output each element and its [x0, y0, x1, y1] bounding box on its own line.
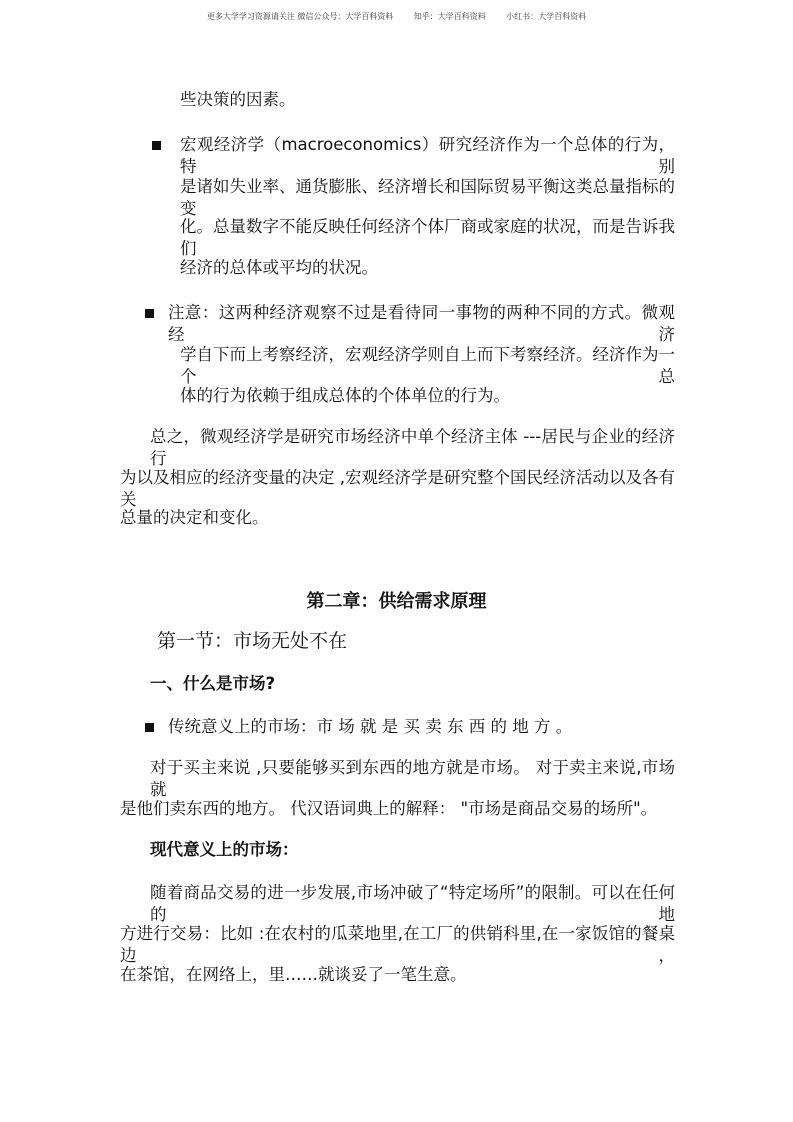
paragraph-line: 些决策的因素。 — [180, 90, 296, 109]
paragraph-line: 学自下而上考察经济，宏观经济学则自上而下考察经济。经济作为一个总 — [180, 345, 675, 386]
paragraph-line: 宏观经济学（macroeconomics）研究经济作为一个总体的行为，特别 — [180, 135, 675, 176]
bullet-square-icon — [145, 309, 154, 318]
modern-market-heading: 现代意义上的市场： — [150, 840, 299, 859]
paragraph-line: 化。总量数字不能反映任何经济个体厂商或家庭的状况，而是告诉我们 — [180, 217, 675, 258]
paragraph-line: 为以及相应的经济变量的决定 ,宏观经济学是研究整个国民经济活动以及各有关 — [120, 468, 675, 509]
paragraph-line: 注意：这两种经济观察不过是看待同一事物的两种不同的方式。微观经济 — [168, 303, 675, 344]
chapter-title: 第二章：供给需求原理 — [306, 591, 487, 612]
paragraph-line: 方进行交易：比如 :在农村的瓜菜地里,在工厂的供销科里,在一家饭馆的餐桌边， — [120, 924, 675, 965]
bullet-square-icon — [145, 723, 154, 732]
paragraph-line: 传统意义上的市场：市 场 就 是 买 卖 东 西 的 地 方 。 — [168, 717, 573, 736]
paragraph-line: 体的行为依赖于组成总体的个体单位的行为。 — [180, 386, 510, 405]
paragraph-line: 经济的总体或平均的状况。 — [180, 258, 378, 277]
paragraph-line: 是他们卖东西的地方。 代汉语词典上的解释： "市场是商品交易的场所"。 — [120, 799, 658, 818]
paragraph-line: 是诸如失业率、通货膨胀、经济增长和国际贸易平衡这类总量指标的变 — [180, 177, 675, 218]
paragraph-line: 对于买主来说 ,只要能够买到东西的地方就是市场。 对于卖主来说,市场就 — [150, 758, 675, 799]
paragraph-line: 总之，微观经济学是研究市场经济中单个经济主体 ---居民与企业的经济行 — [150, 427, 675, 468]
paragraph-line: 总量的决定和变化。 — [120, 508, 269, 527]
subsection-title: 一、什么是市场? — [150, 674, 276, 693]
section-title: 第一节：市场无处不在 — [157, 630, 348, 652]
paragraph-line: 随着商品交易的进一步发展,市场冲破了“特定场所”的限制。可以在任何的地 — [150, 883, 675, 924]
paragraph-line: 在茶馆，在网络上，里……就谈妥了一笔生意。 — [120, 965, 467, 984]
page-header: 更多大学学习资源请关注 微信公众号：大学百科资料 知乎：大学百科资料 小红书：大学百科资料 — [206, 12, 587, 21]
bullet-square-icon — [152, 141, 161, 150]
